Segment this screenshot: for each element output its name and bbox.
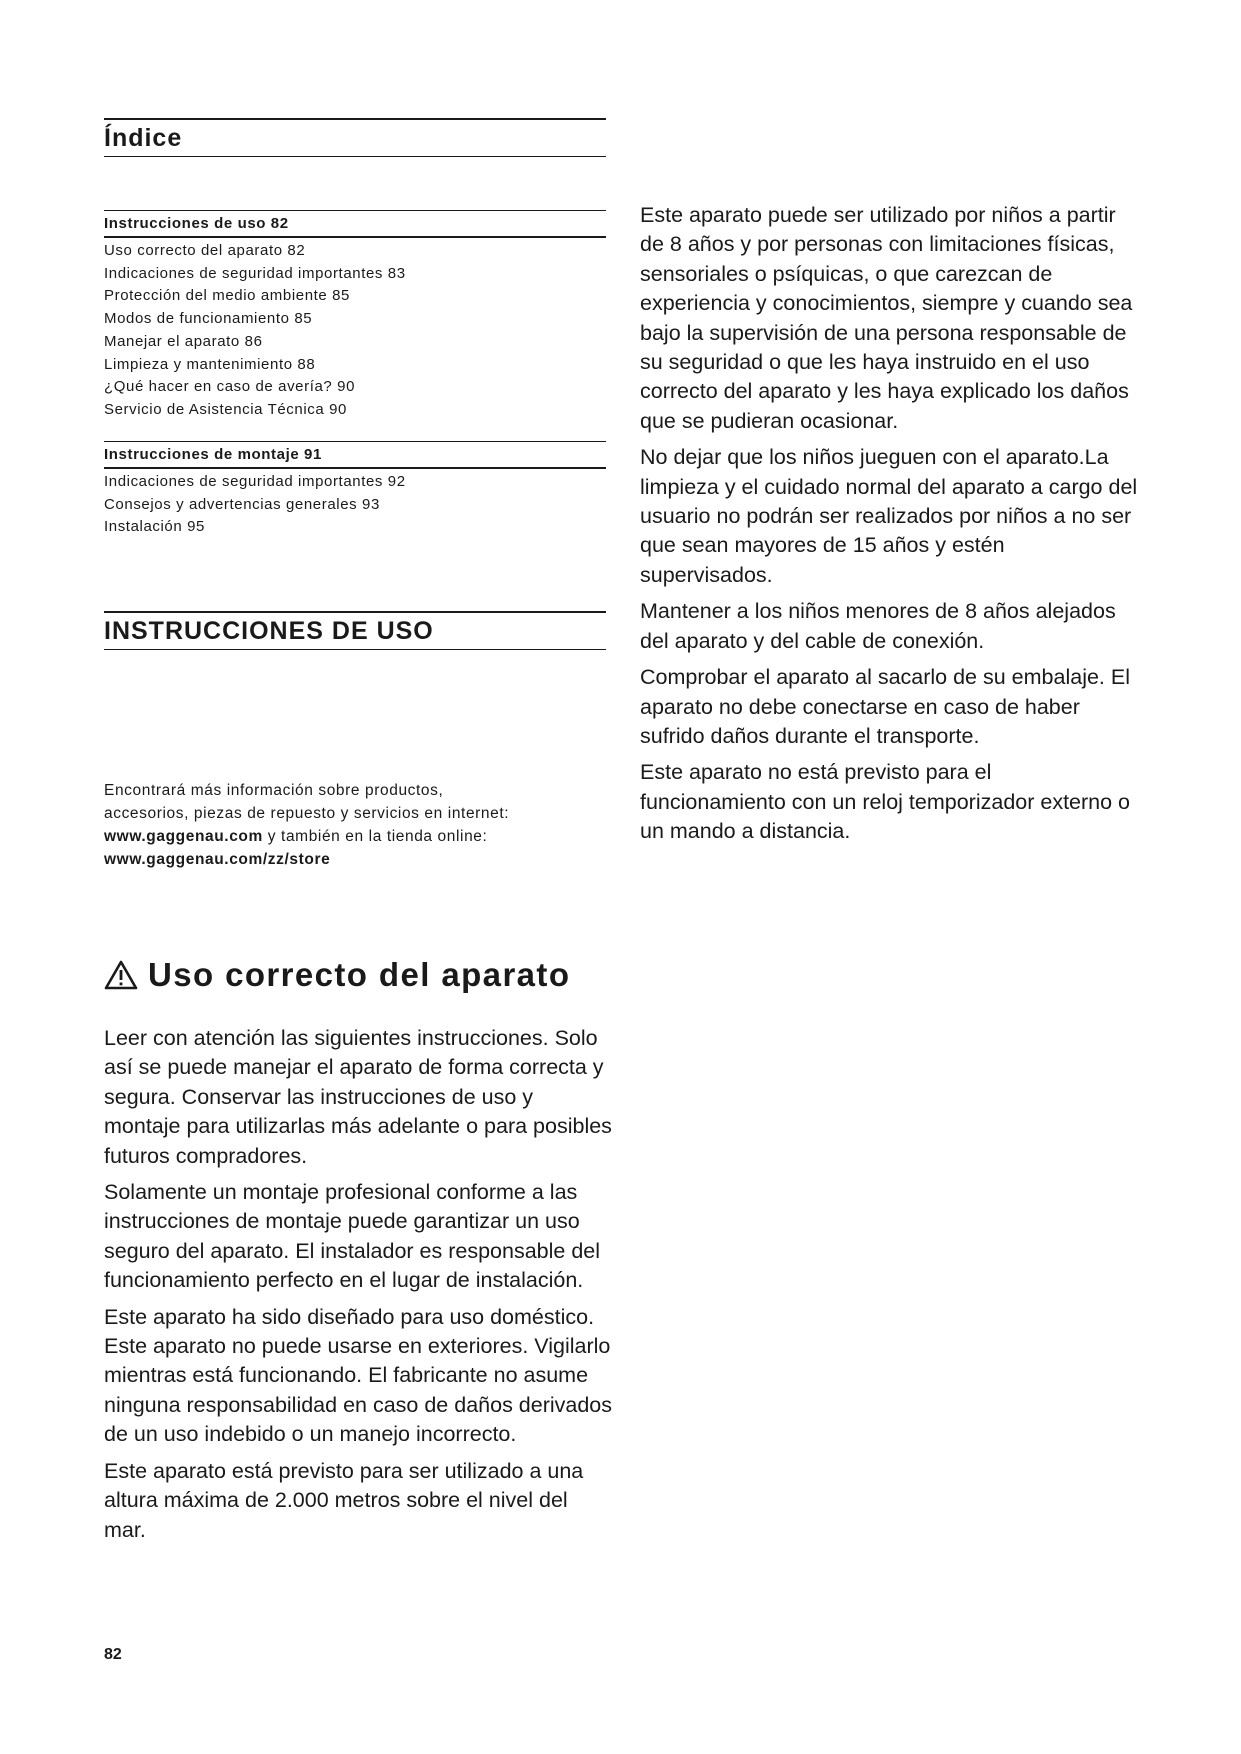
paragraph: Este aparato está previsto para ser utilizado a una altura máxima de 2.000 metros sobre el nivel del mar. (104, 1458, 584, 1542)
toc-item[interactable]: Uso correcto del aparato 82 (104, 242, 306, 259)
toc-item[interactable]: Consejos y advertencias generales 93 (104, 495, 380, 513)
toc-section2-rule (104, 467, 606, 469)
paragraph: Este aparato ha sido diseñado para uso doméstico. Este aparato no puede usarse en exteriores. Vigilarlo mientras está funcionando. El fabricante no asume ninguna responsabilidad en caso de daños derivados de un uso indebido o un manejo incorrecto. (104, 1304, 613, 1447)
info-line (104, 825, 624, 848)
toc-item[interactable]: Limpieza y mantenimiento 88 (104, 355, 316, 373)
paragraph: No dejar que los niños jueguen con el aparato.La limpieza y el cuidado normal del aparato a cargo del usuario no podrán ser realizados por niños a no ser que sean mayores de 15 años y estén supervisados. (640, 445, 1138, 587)
info-line-suffix: y también en la tienda online: (262, 828, 488, 845)
store-link[interactable]: www.gaggenau.com/zz/store (104, 851, 331, 868)
usage-bottom-rule (104, 649, 606, 650)
paragraph: Comprobar el aparato al sacarlo de su embalaje. El aparato no debe conectarse en caso de haber sufrido daños durante el transporte. (640, 665, 1130, 748)
info-line: Encontrará más información sobre productos, (104, 782, 444, 799)
correct-use-body (104, 1024, 614, 1552)
toc-list-montaje (104, 471, 406, 539)
page-number: 82 (104, 1646, 122, 1663)
more-info-block (104, 779, 624, 871)
usage-top-rule (104, 611, 606, 613)
paragraph: Este aparato puede ser utilizado por niños a partir de 8 años y por personas con limitaciones físicas, sensoriales o psíquicas, o que carezcan de experiencia y conocimientos, siempre y cuando sea bajo la supervisión de una persona responsable de su seguridad o que les haya instruido en el uso correcto del aparato y les haya explicado los daños que se pudieran ocasionar. (640, 203, 1133, 433)
toc-section2-top-rule (104, 441, 606, 442)
paragraph: Este aparato no está previsto para el funcionamiento con un reloj temporizador externo o un mando a distancia. (640, 760, 1131, 844)
toc-item[interactable]: Modos de funcionamiento 85 (104, 310, 313, 328)
info-line: accesorios, piezas de repuesto y servicios en internet: (104, 805, 510, 822)
toc-item[interactable]: Protección del medio ambiente 85 (104, 287, 351, 305)
index-top-rule (104, 118, 606, 120)
toc-section1-top-rule (104, 210, 606, 211)
correct-use-title: Uso correcto del aparato (148, 956, 571, 993)
toc-section-heading-montaje[interactable]: Instrucciones de montaje 91 (104, 446, 322, 463)
toc-item[interactable]: Indicaciones de seguridad importantes 92 (104, 473, 406, 490)
toc-item[interactable]: Manejar el aparato 86 (104, 332, 263, 350)
toc-section-heading-uso[interactable]: Instrucciones de uso 82 (104, 215, 289, 232)
usage-heading: INSTRUCCIONES DE USO (104, 617, 434, 645)
paragraph: Leer con atención las siguientes instrucciones. Solo así se puede manejar el aparato de forma correcta y segura. Conservar las instrucciones de uso y montaje para utilizarlas más adelante o para posibles futuros compradores. (104, 1026, 612, 1168)
toc-item[interactable]: Indicaciones de seguridad importantes 83 (104, 264, 406, 282)
paragraph: Mantener a los niños menores de 8 años alejados del aparato y del cable de conexión. (640, 599, 1116, 653)
toc-list-uso (104, 240, 406, 422)
warning-triangle-icon (104, 960, 138, 990)
toc-section1-rule (104, 236, 606, 238)
index-bottom-rule (104, 156, 606, 157)
website-link[interactable]: www.gaggenau.com (104, 828, 263, 845)
correct-use-heading (104, 956, 570, 994)
paragraph: Solamente un montaje profesional conforme a las instrucciones de montaje puede garantizar un uso seguro del aparato. El instalador es responsable del funcionamiento perfecto en el lugar de instalación. (104, 1180, 601, 1293)
right-column-body (640, 201, 1140, 854)
index-title: Índice (104, 124, 183, 152)
toc-item[interactable]: Servicio de Asistencia Técnica 90 (104, 400, 347, 418)
toc-item[interactable]: ¿Qué hacer en caso de avería? 90 (104, 378, 356, 396)
toc-item[interactable]: Instalación 95 (104, 518, 205, 536)
